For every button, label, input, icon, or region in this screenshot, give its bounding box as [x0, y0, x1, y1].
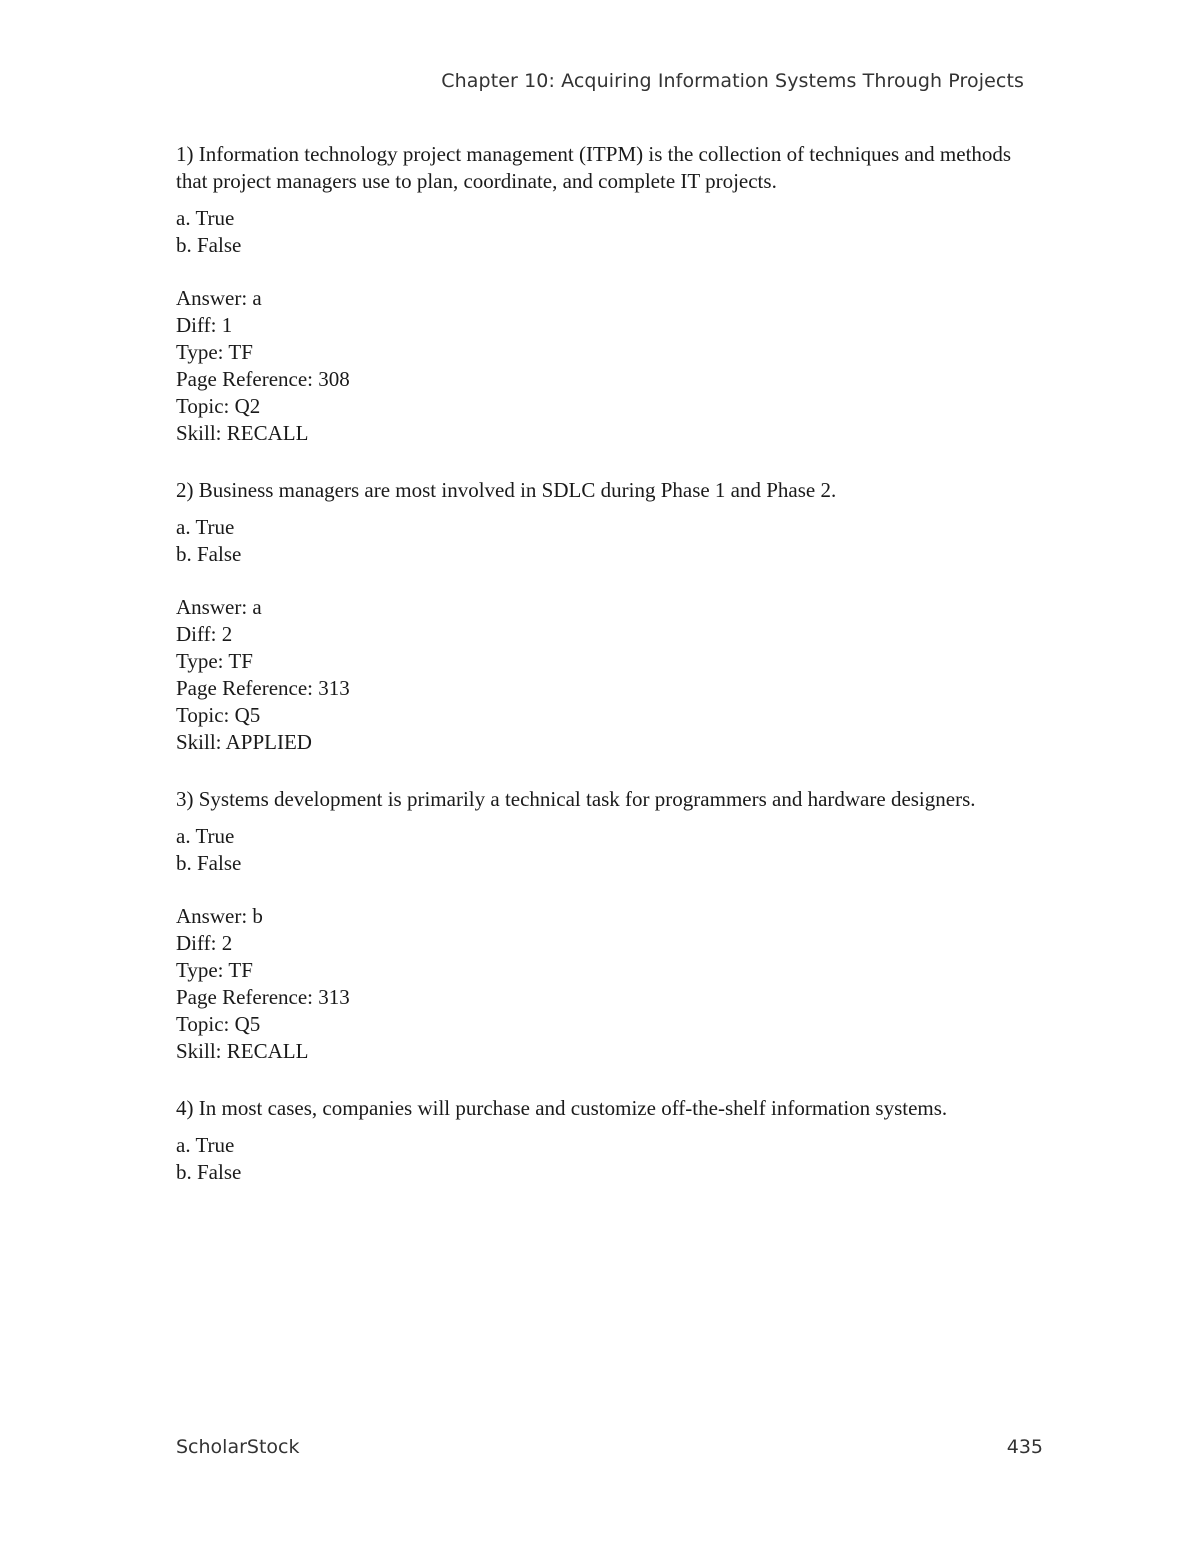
page-reference-label: Page Reference: 308 — [176, 367, 350, 391]
difficulty-label: Diff: 2 — [176, 622, 233, 646]
question-metadata — [176, 285, 1016, 447]
topic-label: Topic: Q5 — [176, 1012, 261, 1036]
answer-options — [176, 1132, 1016, 1186]
page-reference-label: Page Reference: 313 — [176, 676, 350, 700]
answer-options — [176, 205, 1016, 259]
difficulty-label: Diff: 1 — [176, 313, 233, 337]
option-a: a. True — [176, 515, 235, 539]
answer-label: Answer: a — [176, 286, 262, 310]
option-a: a. True — [176, 1133, 235, 1157]
option-b: b. False — [176, 542, 242, 566]
question-text: 1) Information technology project management (ITPM) is the collection of techniques and methods that project managers use to plan, coordinate, and complete IT projects. — [176, 142, 1012, 193]
question-4 — [176, 1095, 1016, 1186]
question-text: 4) In most cases, companies will purchase and customize off-the-shelf information systems. — [176, 1096, 948, 1120]
answer-options — [176, 823, 1016, 877]
difficulty-label: Diff: 2 — [176, 931, 233, 955]
question-1 — [176, 141, 1016, 447]
type-label: Type: TF — [176, 649, 253, 673]
running-header: Chapter 10: Acquiring Information Systems Through Projects — [441, 70, 1024, 92]
question-metadata — [176, 594, 1016, 756]
option-b: b. False — [176, 233, 242, 257]
option-a: a. True — [176, 206, 235, 230]
footer-source: ScholarStock — [176, 1436, 300, 1458]
topic-label: Topic: Q5 — [176, 703, 261, 727]
question-2 — [176, 477, 1016, 756]
option-b: b. False — [176, 851, 242, 875]
option-b: b. False — [176, 1160, 242, 1184]
page-number: 435 — [1006, 1436, 1043, 1458]
answer-options — [176, 514, 1016, 568]
skill-label: Skill: APPLIED — [176, 730, 312, 754]
question-3 — [176, 786, 1016, 1065]
page-reference-label: Page Reference: 313 — [176, 985, 350, 1009]
answer-label: Answer: a — [176, 595, 262, 619]
option-a: a. True — [176, 824, 235, 848]
question-list — [176, 141, 1016, 1212]
type-label: Type: TF — [176, 340, 253, 364]
question-text: 3) Systems development is primarily a technical task for programmers and hardware designers. — [176, 787, 976, 811]
skill-label: Skill: RECALL — [176, 421, 309, 445]
question-metadata — [176, 903, 1016, 1065]
answer-label: Answer: b — [176, 904, 263, 928]
question-text: 2) Business managers are most involved in SDLC during Phase 1 and Phase 2. — [176, 478, 837, 502]
skill-label: Skill: RECALL — [176, 1039, 309, 1063]
topic-label: Topic: Q2 — [176, 394, 261, 418]
type-label: Type: TF — [176, 958, 253, 982]
